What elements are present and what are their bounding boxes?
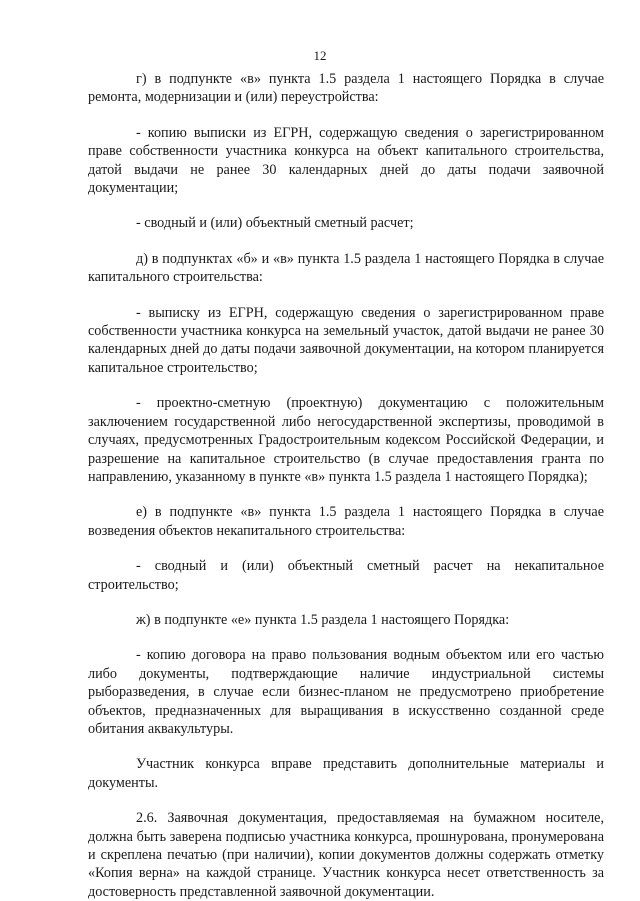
- page-number: 12: [313, 48, 327, 63]
- document-body: [88, 70, 604, 901]
- paragraph-design-documentation: - проектно-сметную (проектную) документацию с положительным заключением государственной либо негосударственной экспертизы, проводимой в случаях, предусмотренных Градостроительным кодексом Российской Федерации, и разрешение на капитальное строительство (в случае предоставления гранта по направлению, указанному в пункте «в» пункта 1.5 раздела 1 настоящего Порядка);: [88, 395, 604, 485]
- paragraph-noncapital-estimate: - сводный и (или) объектный сметный расчет на некапитальное строительство;: [88, 558, 604, 593]
- paragraph-egrn-extract-copy: - копию выписки из ЕГРН, содержащую сведения о зарегистрированном праве собственности участника конкурса на объект капитального строительства, датой выдачи не ранее 30 календарных дней до даты подачи заявочной документации;: [88, 124, 604, 197]
- paragraph-2-6-certification: 2.6. Заявочная документация, предоставляемая на бумажном носителе, должна быть заверена подписью участника конкурса, прошнурована, пронумерована и скреплена печатью (при наличии), копии документов должны содержать отметку «Копия верна» на каждой странице. Участник конкурса несет ответственность за достоверность представленной заявочной документации.: [88, 810, 604, 900]
- paragraph-d-capital-construction: д) в подпунктах «б» и «в» пункта 1.5 раздела 1 настоящего Порядка в случае капитального строительства:: [88, 250, 604, 286]
- paragraph-g-repair: г) в подпункте «в» пункта 1.5 раздела 1 настоящего Порядка в случае ремонта, модернизации и (или) переустройства:: [88, 71, 604, 106]
- paragraph-estimate: - сводный и (или) объектный сметный расчет;: [136, 215, 414, 232]
- paragraph-zh-subclause: ж) в подпункте «е» пункта 1.5 раздела 1 настоящего Порядка:: [136, 611, 510, 628]
- paragraph-egrn-land-extract: - выписку из ЕГРН, содержащую сведения о зарегистрированном праве собственности участника конкурса на земельный участок, датой выдачи не ранее 30 календарных дней до даты подачи заявочной документации, на котором планируется капитальное строительство;: [88, 304, 604, 376]
- paragraph-water-object-contract: - копию договора на право пользования водным объектом или его частью либо документы, подтверждающие наличие индустриальной системы рыборазведения, в случае если бизнес-планом не предусмотрено приобретение объектов, предназначенных для выращивания в искусственно созданной среде обитания аквакультуры.: [88, 647, 604, 737]
- paragraph-e-noncapital: е) в подпункте «в» пункта 1.5 раздела 1 настоящего Порядка в случае возведения объектов некапитального строительства:: [88, 504, 604, 539]
- paragraph-additional-materials: Участник конкурса вправе представить дополнительные материалы и документы.: [88, 756, 604, 791]
